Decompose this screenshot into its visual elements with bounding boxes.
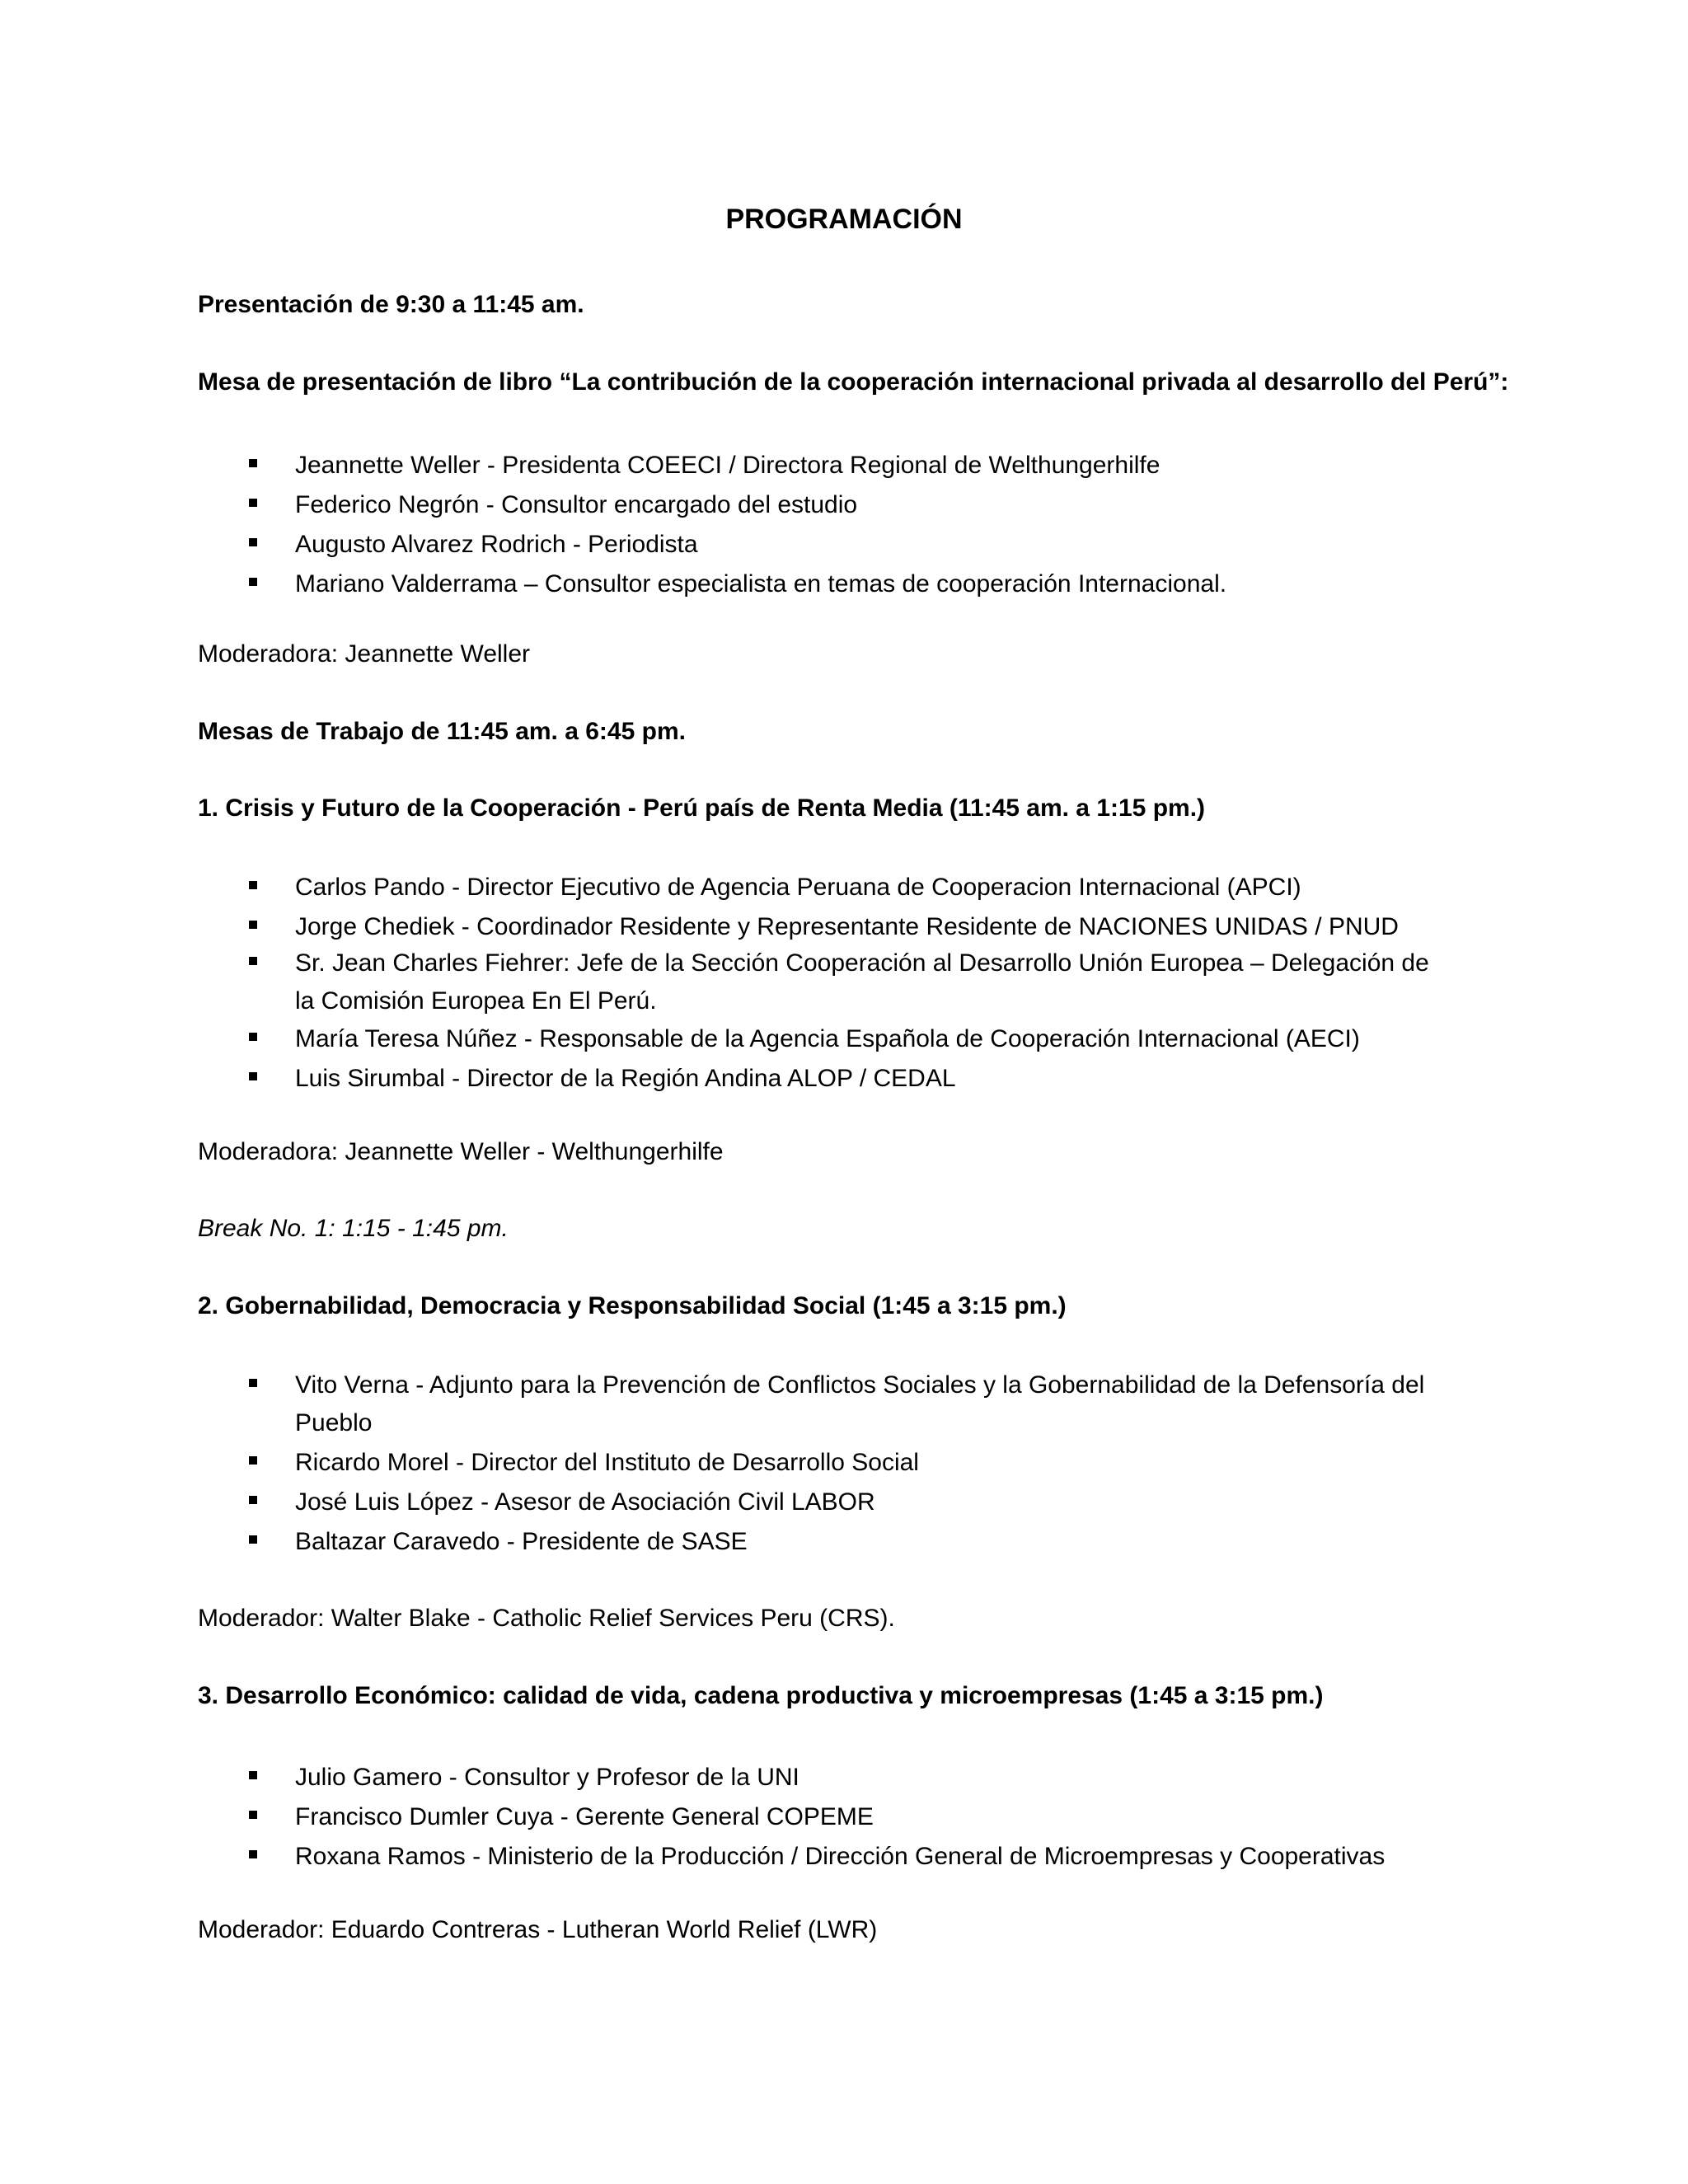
square-bullet-icon: [249, 1033, 257, 1041]
section2-heading: 2. Gobernabilidad, Democracia y Responsabilidad Social (1:45 a 3:15 pm.): [198, 1292, 1067, 1319]
list-item-text: Mariano Valderrama – Consultor especialista en temas de cooperación Internacional.: [295, 570, 1227, 598]
list-item-text: Vito Verna - Adjunto para la Prevención de Conflictos Sociales y la Gobernabilidad de la Defensoría del Pueblo: [295, 1371, 1425, 1436]
break-1: Break No. 1: 1:15 - 1:45 pm.: [198, 1215, 509, 1242]
section3-moderator: Moderador: Eduardo Contreras - Lutheran World Relief (LWR): [198, 1916, 878, 1943]
list-item-text: Baltazar Caravedo - Presidente de SASE: [295, 1528, 748, 1555]
workshops-time: Mesas de Trabajo de 11:45 am. a 6:45 pm.: [198, 718, 686, 745]
square-bullet-icon: [249, 538, 257, 546]
square-bullet-icon: [249, 1496, 257, 1504]
section1-heading: 1. Crisis y Futuro de la Cooperación - Perú país de Renta Media (11:45 am. a 1:15 pm.): [198, 794, 1206, 822]
list-item-text: Carlos Pando - Director Ejecutivo de Agencia Peruana de Cooperacion Internacional (APCI): [295, 874, 1301, 901]
list-item-text: Jeannette Weller - Presidenta COEECI / Directora Regional de Welthungerhilfe: [295, 452, 1160, 479]
square-bullet-icon: [249, 921, 257, 929]
book-panel-moderator: Moderadora: Jeannette Weller: [198, 640, 531, 668]
section3-heading: 3. Desarrollo Económico: calidad de vida, cadena productiva y microempresas (1:45 a 3:15 pm.): [198, 1682, 1324, 1709]
square-bullet-icon: [249, 499, 257, 507]
square-bullet-icon: [249, 459, 257, 467]
square-bullet-icon: [249, 1811, 257, 1819]
square-bullet-icon: [249, 881, 257, 889]
list-item-text: Julio Gamero - Consultor y Profesor de la UNI: [295, 1764, 799, 1791]
presentation-time: Presentación de 9:30 a 11:45 am.: [198, 291, 584, 318]
square-bullet-icon: [249, 1379, 257, 1387]
list-item-text: Francisco Dumler Cuya - Gerente General COPEME: [295, 1803, 874, 1830]
list-item-text: Federico Negrón - Consultor encargado del estudio: [295, 491, 858, 518]
list-item-text: Augusto Alvarez Rodrich - Periodista: [295, 531, 698, 558]
list-item-text: María Teresa Núñez - Responsable de la Agencia Española de Cooperación Internacional (AECI): [295, 1025, 1360, 1052]
square-bullet-icon: [249, 1535, 257, 1544]
list-item-text: Roxana Ramos - Ministerio de la Producción / Dirección General de Microempresas y Cooperativas: [295, 1843, 1386, 1870]
list-item-text: Ricardo Morel - Director del Instituto de Desarrollo Social: [295, 1449, 919, 1476]
book-panel-heading: Mesa de presentación de libro “La contribución de la cooperación internacional privada al desarrollo del Perú”:: [198, 368, 1509, 396]
square-bullet-icon: [249, 1072, 257, 1080]
square-bullet-icon: [249, 578, 257, 586]
list-item-text: Sr. Jean Charles Fiehrer: Jefe de la Sección Cooperación al Desarrollo Unión Europea – Delegación de la Comisión Europea En El Perú.: [295, 949, 1429, 1015]
list-item-text: José Luis López - Asesor de Asociación Civil LABOR: [295, 1488, 875, 1516]
list-item-text: Jorge Chediek - Coordinador Residente y Representante Residente de NACIONES UNIDAS / PNUD: [295, 913, 1399, 940]
square-bullet-icon: [249, 1771, 257, 1779]
square-bullet-icon: [249, 957, 257, 965]
section2-moderator: Moderador: Walter Blake - Catholic Relief Services Peru (CRS).: [198, 1605, 895, 1632]
page-title: PROGRAMACIÓN: [725, 204, 963, 235]
list-item-text: Luis Sirumbal - Director de la Región Andina ALOP / CEDAL: [295, 1065, 956, 1092]
square-bullet-icon: [249, 1850, 257, 1858]
square-bullet-icon: [249, 1456, 257, 1465]
section1-moderator: Moderadora: Jeannette Weller - Welthungerhilfe: [198, 1138, 724, 1165]
